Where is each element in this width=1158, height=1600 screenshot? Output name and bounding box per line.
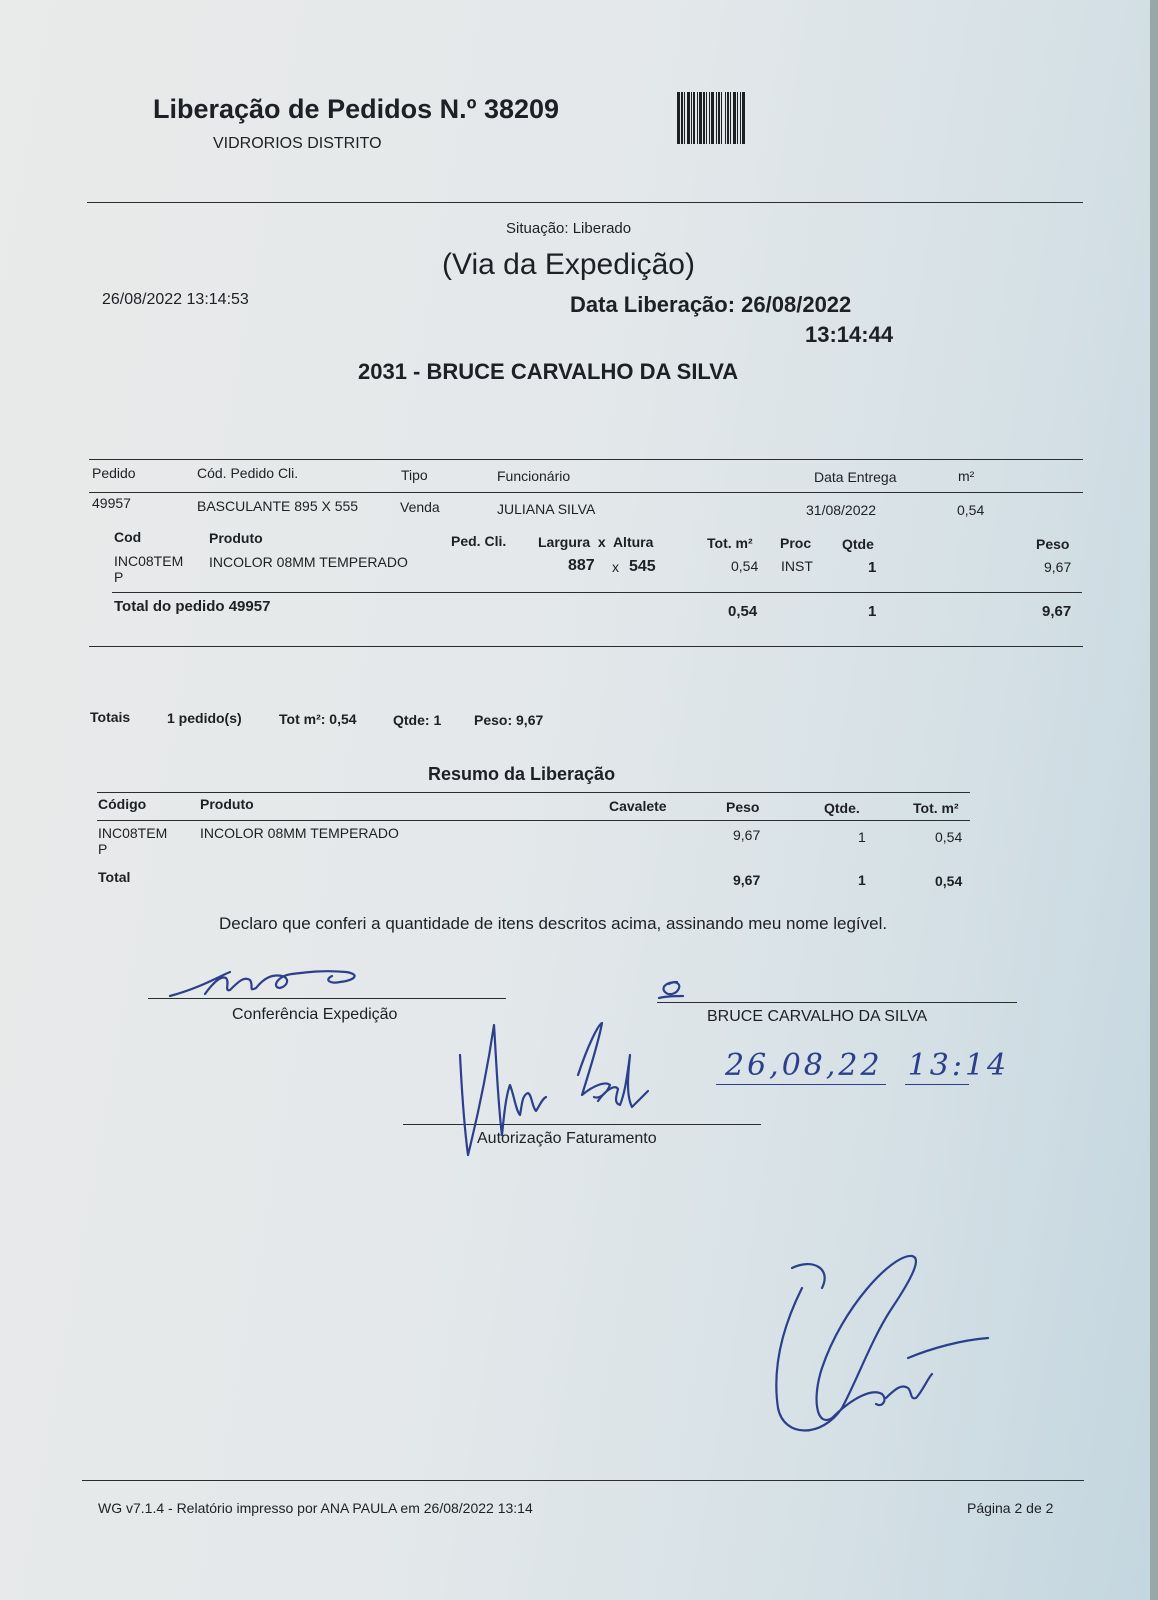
- summary-header-qtde: Qtde.: [824, 800, 860, 816]
- divider: [97, 792, 970, 793]
- item-height: 545: [629, 558, 656, 575]
- signature-large-scribble: [762, 1248, 992, 1448]
- barcode: [677, 92, 853, 144]
- divider: [87, 202, 1083, 203]
- col-header-funcionario: Funcionário: [497, 468, 571, 484]
- col-header-cod-pedido-cli: Cód. Pedido Cli.: [197, 465, 299, 481]
- divider: [97, 820, 970, 821]
- summary-qtde: 1: [858, 829, 866, 845]
- item-header-qtde: Qtde: [842, 536, 874, 552]
- summary-header-codigo: Código: [98, 796, 147, 812]
- item-header-ped-cli: Ped. Cli.: [451, 533, 507, 549]
- summary-total-qtde: 1: [858, 872, 866, 888]
- summary-total-tot-m2: 0,54: [935, 873, 963, 889]
- summary-header-tot-m2: Tot. m²: [913, 800, 959, 816]
- order-total-peso: 9,67: [1042, 603, 1072, 620]
- col-header-pedido: Pedido: [92, 465, 136, 481]
- totals-peso: Peso: 9,67: [474, 712, 544, 728]
- summary-product: INCOLOR 08MM TEMPERADO: [200, 825, 399, 841]
- col-header-m2: m²: [958, 468, 975, 484]
- summary-tot-m2: 0,54: [935, 829, 963, 845]
- client-name: 2031 - BRUCE CARVALHO DA SILVA: [358, 359, 739, 384]
- order-number: 49957: [92, 495, 131, 511]
- document-title: Liberação de Pedidos N.º 38209: [153, 94, 560, 124]
- handwritten-underline: [905, 1084, 969, 1085]
- item-proc: INST: [781, 558, 813, 574]
- signature-conferencia-scribble: [160, 966, 370, 1002]
- print-datetime: 26/08/2022 13:14:53: [102, 291, 249, 308]
- item-code: INC08TEM: [114, 553, 184, 569]
- via-label: (Via da Expedição): [442, 248, 695, 281]
- handwritten-underline: [716, 1084, 886, 1085]
- item-header-tot-m2: Tot. m²: [707, 535, 753, 551]
- order-total-qtde: 1: [868, 603, 877, 620]
- col-header-tipo: Tipo: [401, 467, 428, 483]
- item-header-produto: Produto: [209, 530, 263, 546]
- totals-label: Totais: [90, 709, 131, 725]
- item-qtde: 1: [868, 559, 877, 576]
- order-client-code: BASCULANTE 895 X 555: [197, 498, 359, 514]
- item-product: INCOLOR 08MM TEMPERADO: [209, 554, 408, 570]
- divider: [89, 492, 1083, 493]
- item-header-proc: Proc: [780, 535, 812, 551]
- summary-code-cont: P: [98, 841, 108, 857]
- order-total-m2: 0,54: [728, 603, 758, 620]
- divider: [82, 1480, 1084, 1481]
- handwritten-date: 26,08,22 13:14: [725, 1048, 1010, 1083]
- divider: [112, 592, 1082, 593]
- order-type: Venda: [400, 499, 440, 515]
- item-header-peso: Peso: [1036, 536, 1070, 552]
- signature-label-conferencia: Conferência Expedição: [232, 1006, 398, 1023]
- company-name: VIDRORIOS DISTRITO: [213, 135, 382, 152]
- signature-autorizacao-scribble: [448, 1015, 658, 1165]
- item-code-cont: P: [114, 569, 124, 585]
- signature-label-cliente: BRUCE CARVALHO DA SILVA: [707, 1008, 928, 1025]
- order-employee: JULIANA SILVA: [497, 501, 596, 517]
- summary-header-peso: Peso: [726, 799, 760, 815]
- col-header-data-entrega: Data Entrega: [814, 469, 897, 485]
- summary-total-peso: 9,67: [733, 872, 761, 888]
- summary-total-label: Total: [98, 869, 131, 885]
- summary-peso: 9,67: [733, 827, 761, 843]
- release-time: 13:14:44: [805, 322, 894, 347]
- signature-label-autorizacao: Autorização Faturamento: [477, 1130, 657, 1147]
- item-header-cod: Cod: [114, 529, 142, 545]
- status-text: Situação: Liberado: [506, 220, 632, 237]
- item-header-dimensions: Largura x Altura: [538, 534, 654, 550]
- footer-page-number: Página 2 de 2: [967, 1500, 1054, 1516]
- barcode-bar: [742, 92, 745, 144]
- signature-line: [657, 1002, 1017, 1003]
- summary-header-produto: Produto: [200, 796, 254, 812]
- summary-title: Resumo da Liberação: [428, 764, 616, 784]
- declaration-text: Declaro que conferi a quantidade de itens descritos acima, assinando meu nome legível.: [219, 914, 888, 933]
- item-tot-m2: 0,54: [731, 558, 759, 574]
- summary-header-cavalete: Cavalete: [609, 798, 667, 814]
- divider: [89, 459, 1083, 460]
- order-delivery-date: 31/08/2022: [806, 502, 877, 518]
- release-date: Data Liberação: 26/08/2022: [570, 292, 852, 317]
- item-peso: 9,67: [1044, 559, 1072, 575]
- totals-m2: Tot m²: 0,54: [279, 711, 357, 727]
- footer-printed-by: WG v7.1.4 - Relatório impresso por ANA PAULA em 26/08/2022 13:14: [98, 1500, 533, 1516]
- divider: [89, 646, 1083, 647]
- order-m2: 0,54: [957, 502, 985, 518]
- item-width: 887: [568, 557, 595, 574]
- signature-cliente-scribble: [657, 978, 687, 1004]
- totals-pedidos: 1 pedido(s): [167, 710, 242, 726]
- item-dimension-sep: x: [612, 559, 619, 575]
- summary-code: INC08TEM: [98, 825, 168, 841]
- order-total-label: Total do pedido 49957: [114, 598, 271, 615]
- totals-qtde: Qtde: 1: [393, 712, 442, 728]
